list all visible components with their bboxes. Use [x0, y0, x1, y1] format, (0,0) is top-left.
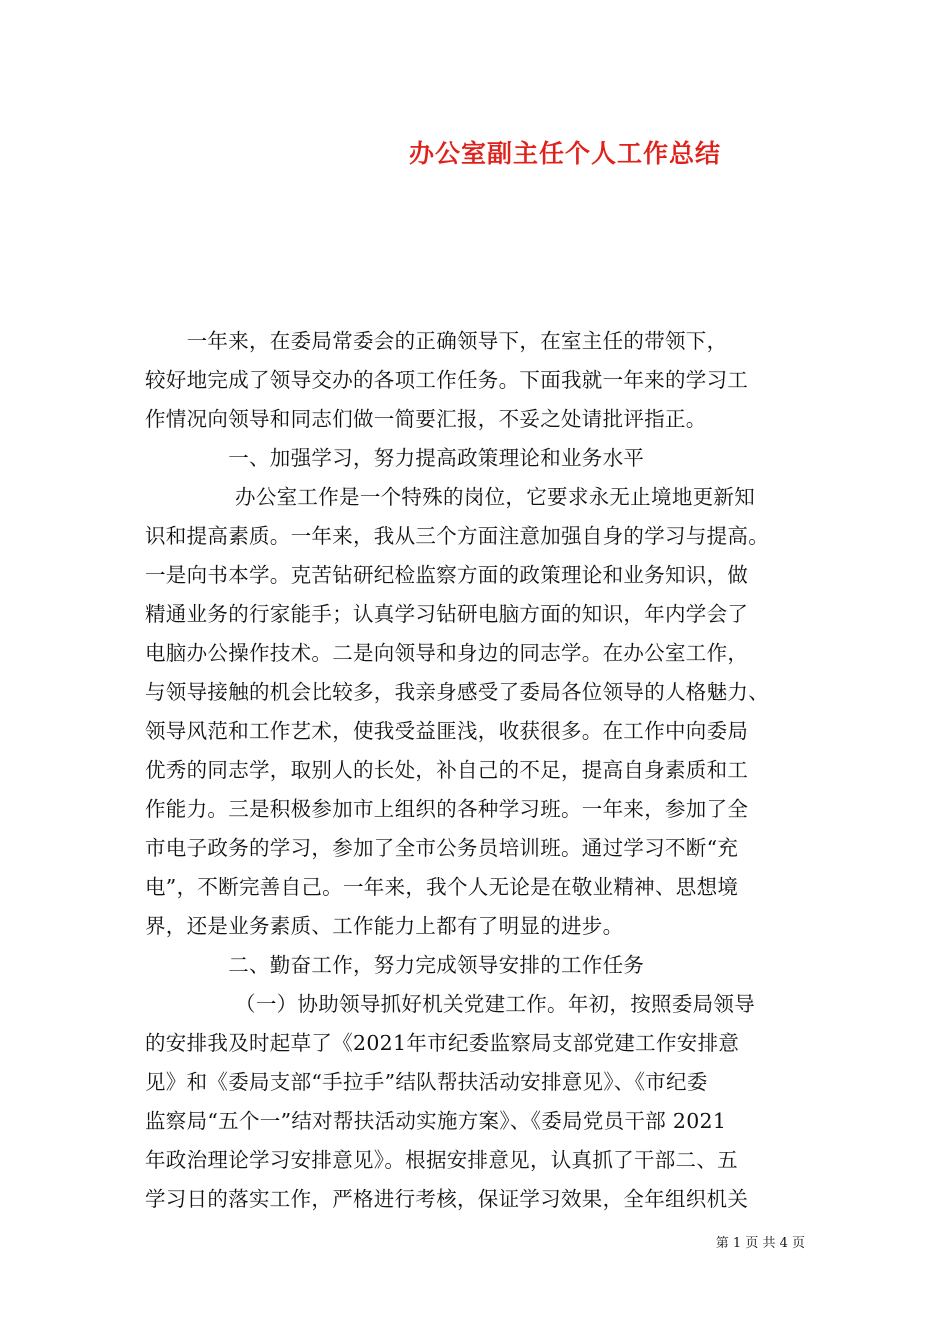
body-line: 办公室工作是一个特殊的岗位，它要求永无止境地更新知 [145, 485, 756, 509]
body-line: 的安排我及时起草了《2021年市纪委监察局支部党建工作安排意 [145, 1031, 740, 1055]
body-line: 作能力。三是积极参加市上组织的各种学习班。一年来，参加了全 [145, 797, 749, 821]
body-line: 界，还是业务素质、工作能力上都有了明显的进步。 [145, 914, 624, 938]
body-line: （一）协助领导抓好机关党建工作。年初，按照委局领导 [145, 992, 756, 1016]
body-line: 一年来，在委局常委会的正确领导下，在室主任的带领下， [145, 329, 728, 353]
body-line: 精通业务的行家能手；认真学习钻研电脑方面的知识，年内学会了 [145, 602, 749, 626]
body-line: 电”，不断完善自己。一年来，我个人无论是在敬业精神、思想境 [145, 875, 739, 899]
body-line: 见》和《委局支部“手拉手”结队帮扶活动安排意见》、《市纪委 [145, 1070, 708, 1094]
body-line: 识和提高素质。一年来，我从三个方面注意加强自身的学习与提高。 [145, 524, 769, 548]
section-heading-2: 二、勤奋工作，努力完成领导安排的工作任务 [145, 953, 645, 977]
body-line: 学习日的落实工作，严格进行考核，保证学习效果，全年组织机关 [145, 1187, 749, 1211]
page-number: 第 1 页 共 4 页 [715, 1236, 805, 1251]
body-line: 电脑办公操作技术。二是向领导和身边的同志学。在办公室工作， [145, 641, 749, 665]
document-body [145, 322, 835, 1219]
body-line: 作情况向领导和同志们做一简要汇报，不妥之处请批评指正。 [145, 407, 707, 431]
section-heading-1: 一、加强学习，努力提高政策理论和业务水平 [145, 446, 645, 470]
body-line: 监察局“五个一”结对帮扶活动实施方案》、《委局党员干部 2021 [145, 1109, 727, 1133]
body-line: 一是向书本学。克苦钻研纪检监察方面的政策理论和业务知识，做 [145, 563, 749, 587]
body-line: 优秀的同志学，取别人的长处，补自己的不足，提高自身素质和工 [145, 758, 749, 782]
body-line: 市电子政务的学习，参加了全市公务员培训班。通过学习不断“充 [145, 836, 739, 860]
body-line: 领导风范和工作艺术，使我受益匪浅，收获很多。在工作中向委局 [145, 719, 749, 743]
document-title: 办公室副主任个人工作总结 [408, 139, 721, 168]
body-line: 较好地完成了领导交办的各项工作任务。下面我就一年来的学习工 [145, 368, 749, 392]
body-line: 年政治理论学习安排意见》。根据安排意见，认真抓了干部二、五 [145, 1148, 738, 1172]
body-line: 与领导接触的机会比较多，我亲身感受了委局各位领导的人格魅力、 [145, 680, 769, 704]
